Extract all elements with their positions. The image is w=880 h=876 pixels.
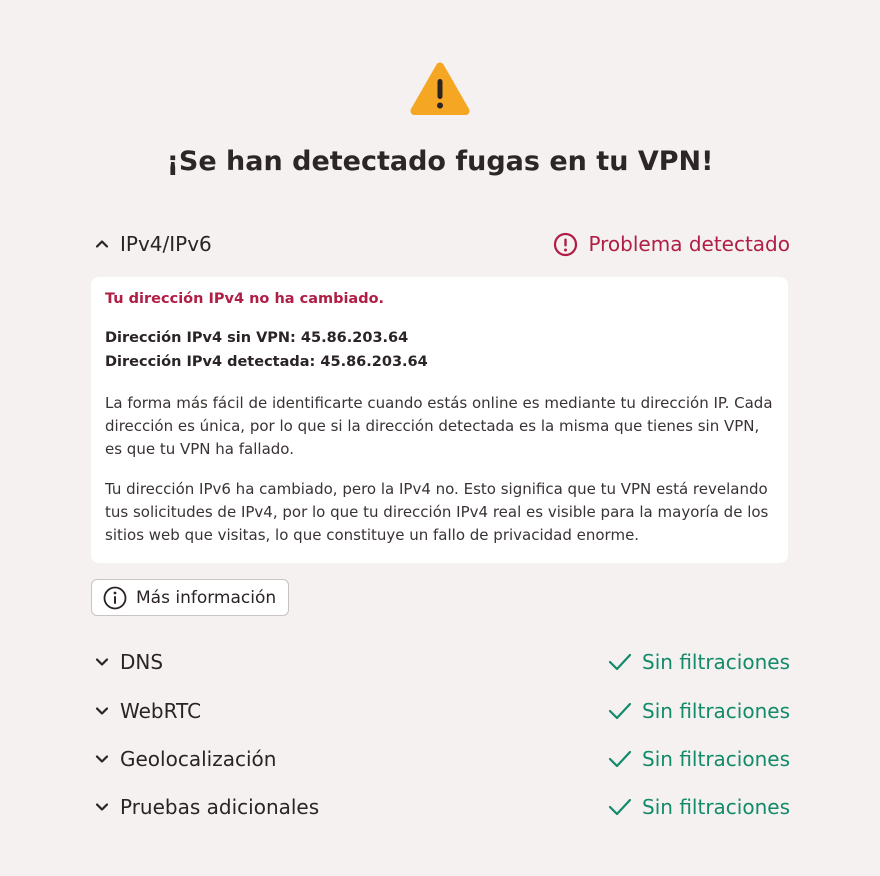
section-dns[interactable] [94, 647, 790, 677]
section-geolocation[interactable] [94, 744, 790, 774]
status-ok-label: Sin filtraciones [642, 699, 790, 723]
ipv4-alert-text: Tu dirección IPv4 no ha cambiado. [105, 291, 385, 307]
chevron-down-icon [94, 703, 110, 719]
more-info-button[interactable] [91, 579, 289, 616]
section-label-webrtc: WebRTC [120, 699, 202, 723]
status-problem-label: Problema detectado [588, 232, 790, 256]
section-webrtc[interactable] [94, 696, 790, 726]
section-label-ipv4-ipv6: IPv4/IPv6 [120, 232, 212, 256]
status-ok [608, 747, 790, 771]
status-ok [608, 795, 790, 819]
section-label-additional-tests: Pruebas adicionales [120, 795, 320, 819]
info-icon [103, 586, 127, 610]
status-problem [553, 232, 790, 257]
checkmark-icon [608, 652, 632, 672]
checkmark-icon [608, 797, 632, 817]
section-additional-tests[interactable] [94, 792, 790, 822]
section-label-dns: DNS [120, 650, 164, 674]
status-ok-label: Sin filtraciones [642, 650, 790, 674]
error-circle-icon [553, 232, 578, 257]
status-ok [608, 650, 790, 674]
section-label-geolocation: Geolocalización [120, 747, 277, 771]
status-ok-label: Sin filtraciones [642, 747, 790, 771]
page-title: ¡Se han detectado fugas en tu VPN! [166, 146, 714, 177]
warning-icon [408, 60, 472, 116]
ipv4-without-vpn: Dirección IPv4 sin VPN: 45.86.203.64 [105, 330, 409, 346]
chevron-down-icon [94, 654, 110, 670]
checkmark-icon [608, 749, 632, 769]
explanation-paragraph-2: Tu dirección IPv6 ha cambiado, pero la IPv4 no. Esto significa que tu VPN está revelando tus solicitudes de IPv4, por lo que tu dirección IPv4 real es visible para la mayoría de los sitios web que visitas, lo que constituye un fallo de privacidad enorme. [105, 480, 769, 544]
chevron-down-icon [94, 751, 110, 767]
more-info-label: Más información [136, 587, 277, 608]
status-ok-label: Sin filtraciones [642, 795, 790, 819]
checkmark-icon [608, 701, 632, 721]
status-ok [608, 699, 790, 723]
explanation-paragraph-1: La forma más fácil de identificarte cuando estás online es mediante tu dirección IP. Cada dirección es única, por lo que si la dirección detectada es la misma que tienes sin VPN, es que tu VPN ha fallado. [105, 394, 773, 458]
chevron-down-icon [94, 799, 110, 815]
ipv4-detail-card [91, 277, 788, 563]
section-ipv4-ipv6[interactable] [94, 229, 790, 259]
chevron-up-icon [94, 236, 110, 252]
ipv4-detected: Dirección IPv4 detectada: 45.86.203.64 [105, 354, 428, 370]
